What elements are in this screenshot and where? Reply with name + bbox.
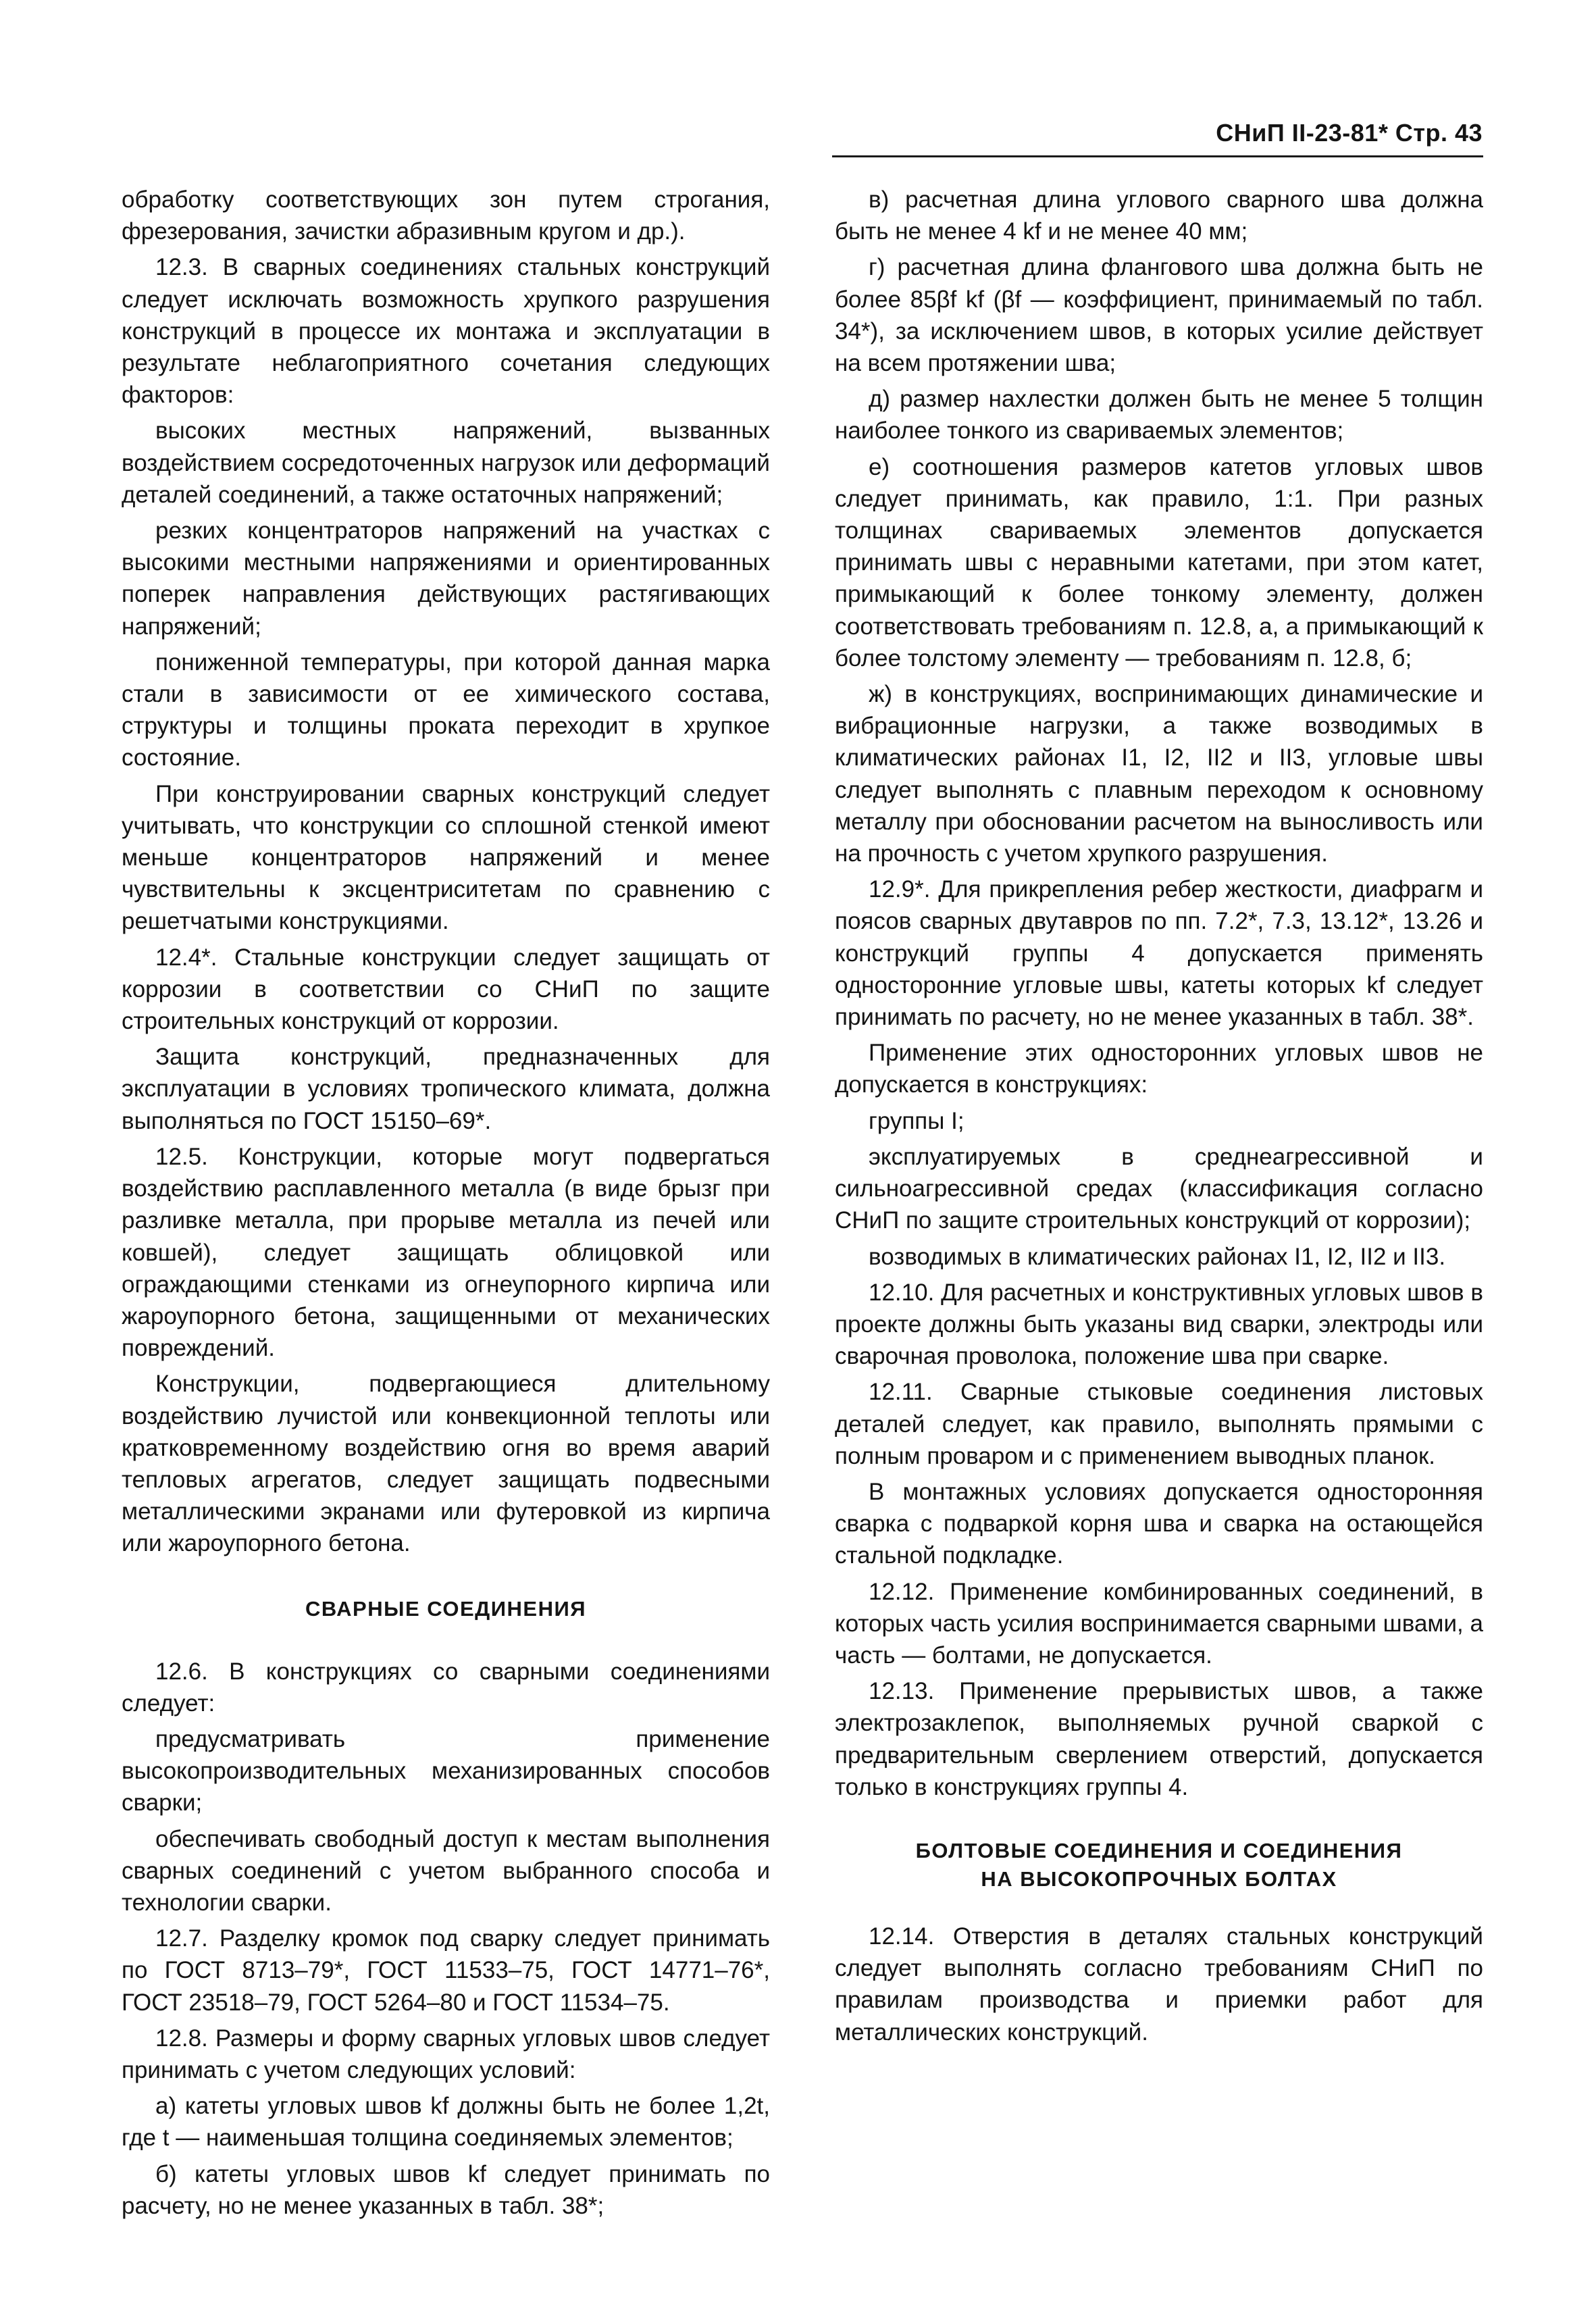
paragraph: пониженной температуры, при которой данная марка стали в зависимости от ее химического состава, структуры и толщины проката переходит в хрупкое состояние.	[122, 649, 770, 771]
paragraph: 12.3. В сварных соединениях стальных конструкций следует исключать возможность хрупкого разрушения конструкций в процессе их монтажа и эксплуатации в результате неблагоприятного сочетания следующих факторов:	[122, 254, 770, 409]
paragraph: 12.7. Разделку кромок под сварку следует принимать по ГОСТ 8713–79*, ГОСТ 11533–75, ГОСТ 14771–76*, ГОСТ 23518–79, ГОСТ 5264–80 и ГОСТ 11534–75.	[122, 1925, 770, 2016]
right-column	[835, 184, 1483, 2052]
paragraph: Применение этих односторонних угловых швов не допускается в конструкциях:	[835, 1040, 1483, 1098]
paragraph: предусматривать применение высокопроизводительных механизированных способов сварки;	[122, 1725, 770, 1816]
paragraph: В монтажных условиях допускается односторонняя сварка с подваркой корня шва и сварка на остающейся стальной подкладке.	[835, 1478, 1483, 1569]
paragraph: б) катеты угловых швов kf следует принимать по расчету, но не менее указанных в табл. 38*;	[122, 2160, 770, 2219]
paragraph: Конструкции, подвергающиеся длительному воздействию лучистой или конвекционной теплоты или кратковременному воздействию огня во время аварий тепловых агрегатов, следует защищать подвесными металлическими экранами или футеровкой из кирпича или жароупорного бетона.	[122, 1371, 770, 1557]
paragraph: резких концентраторов напряжений на участках с высокими местными напряжениями и ориентированных поперек направления действующих растягивающих напряжений;	[122, 517, 770, 640]
paragraph: высоких местных напряжений, вызванных воздействием сосредоточенных нагрузок или деформаций деталей соединений, а также остаточных напряжений;	[122, 417, 770, 508]
paragraph: д) размер нахлестки должен быть не менее 5 толщин наиболее тонкого из свариваемых элементов;	[835, 386, 1483, 444]
paragraph: возводимых в климатических районах I1, I2, II2 и II3.	[869, 1243, 1446, 1270]
paragraph: 12.5. Конструкции, которые могут подвергаться воздействию расплавленного металла (в виде брызг при разливке металла, при прорыве металла из печей или ковшей), следует защищать облицовкой или ограждающими стенками из огнеупорного кирпича или жароупорного бетона, защищенными от механических повреждений.	[122, 1143, 770, 1362]
header-rule	[832, 155, 1483, 157]
paragraph: г) расчетная длина флангового шва должна быть не более 85βf kf (βf — коэффициент, принимаемый по табл. 34*), за исключением швов, в которых усилие действует на всем протяжении шва;	[835, 254, 1483, 377]
left-column	[122, 184, 770, 2226]
paragraph: 12.12. Применение комбинированных соединений, в которых часть усилия воспринимается сварными швами, а часть — болтами, не допускается.	[835, 1578, 1483, 1669]
paragraph: 12.8. Размеры и форму сварных угловых швов следует принимать с учетом следующих условий:	[122, 2025, 770, 2083]
paragraph: обеспечивать свободный доступ к местам выполнения сварных соединений с учетом выбранного способа и технологии сварки.	[122, 1825, 770, 1916]
paragraph: 12.13. Применение прерывистых швов, а также электрозаклепок, выполняемых ручной сваркой с предварительным сверлением отверстий, допускается только в конструкциях группы 4.	[835, 1678, 1483, 1800]
paragraph: При конструировании сварных конструкций следует учитывать, что конструкции со сплошной стенкой имеют меньше концентраторов напряжений и менее чувствительны к эксцентриситетам по сравнению с решетчатыми конструкциями.	[122, 780, 770, 935]
paragraph: эксплуатируемых в среднеагрессивной и сильноагрессивной средах (классификация согласно СНиП по защите строительных конструкций от коррозии);	[835, 1143, 1483, 1234]
paragraph: 12.6. В конструкциях со сварными соединениями следует:	[122, 1658, 770, 1717]
paragraph: 12.14. Отверстия в деталях стальных конструкций следует выполнять согласно требованиям СНиП по правилам производства и приемки работ для металлических конструкций.	[835, 1923, 1483, 2045]
paragraph: Защита конструкций, предназначенных для эксплуатации в условиях тропического климата, должна выполняться по ГОСТ 15150–69*.	[122, 1044, 770, 1134]
section-heading: СВАРНЫЕ СОЕДИНЕНИЯ	[305, 1596, 587, 1621]
section-heading-line: БОЛТОВЫЕ СОЕДИНЕНИЯ И СОЕДИНЕНИЯ	[915, 1838, 1403, 1862]
paragraph: е) соотношения размеров катетов угловых швов следует принимать, как правило, 1:1. При разных толщинах свариваемых элементов допускается принимать швы с неравными катетами, при этом катет, примыкающий к более тонкому элементу, должен соответствовать требованиям п. 12.8, а, а примыкающий к более толстому элементу — требованиям п. 12.8, б;	[835, 453, 1483, 671]
paragraph: обработку соответствующих зон путем строгания, фрезерования, зачистки абразивным кругом и др.).	[122, 186, 770, 245]
paragraph: 12.10. Для расчетных и конструктивных угловых швов в проекте должны быть указаны вид сварки, электроды или сварочная проволока, положение шва при сварке.	[835, 1279, 1483, 1370]
paragraph: в) расчетная длина углового сварного шва должна быть не менее 4 kf и не менее 40 мм;	[835, 186, 1483, 245]
paragraph: 12.11. Сварные стыковые соединения листовых деталей следует, как правило, выполнять прямыми с полным проваром и с применением выводных планок.	[835, 1379, 1483, 1469]
running-header: СНиП II-23-81* Стр. 43	[1216, 119, 1483, 147]
paragraph: 12.4*. Стальные конструкции следует защищать от коррозии в соответствии со СНиП по защите строительных конструкций от коррозии.	[122, 944, 770, 1035]
paragraph: группы I;	[869, 1107, 964, 1134]
paragraph: а) катеты угловых швов kf должны быть не более 1,2t, где t — наименьшая толщина соединяемых элементов;	[122, 2093, 770, 2152]
paragraph: ж) в конструкциях, воспринимающих динамические и вибрационные нагрузки, а также возводимых в климатических районах I1, I2, II2 и II3, угловые швы следует выполнять с плавным переходом к основному металлу при обосновании расчетом на выносливость или на прочность с учетом хрупкого разрушения.	[835, 681, 1483, 867]
paragraph: 12.9*. Для прикрепления ребер жесткости, диафрагм и поясов сварных двутавров по пп. 7.2*, 7.3, 13.12*, 13.26 и конструкций группы 4 допускается применять односторонние угловые швы, катеты которых kf следует принимать по расчету, но не менее указанных в табл. 38*.	[835, 876, 1483, 1031]
section-heading-line: НА ВЫСОКОПРОЧНЫХ БОЛТАХ	[981, 1866, 1337, 1891]
section-heading	[835, 1837, 1483, 1893]
